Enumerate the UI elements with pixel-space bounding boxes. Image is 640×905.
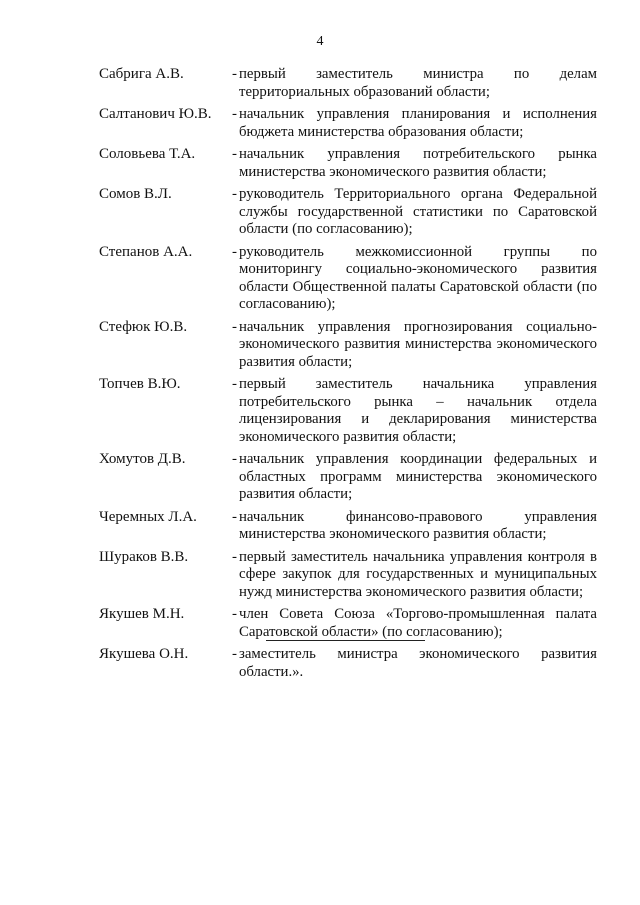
- member-dash: -: [232, 606, 237, 622]
- member-role: начальник управления координации федеральных и областных программ министерства экономического развития области;: [239, 451, 597, 502]
- member-name: Хомутов Д.В.: [99, 451, 186, 467]
- member-row: [99, 646, 597, 681]
- member-name: Степанов А.А.: [99, 243, 193, 260]
- member-name: Салтанович Ю.В.: [99, 106, 212, 122]
- member-dash: -: [232, 146, 237, 162]
- member-dash: -: [232, 66, 237, 82]
- member-row: [99, 451, 597, 504]
- member-row: [99, 509, 597, 544]
- member-dash: -: [232, 318, 237, 335]
- member-dash: -: [232, 508, 237, 525]
- member-row: [99, 186, 597, 239]
- member-name: Якушева О.Н.: [99, 646, 189, 662]
- member-role: член Совета Союза «Торгово-промышленная палата Саратовской области» (по согласованию);: [239, 606, 597, 640]
- member-name: Якушев М.Н.: [99, 606, 185, 622]
- member-name: Топчев В.Ю.: [99, 376, 181, 392]
- member-role: первый заместитель начальника управления контроля в сфере закупок для государственных и муниципальных нужд министерства экономического развития области;: [239, 548, 597, 600]
- member-dash: -: [232, 548, 237, 565]
- member-row: [99, 106, 597, 141]
- member-list: [99, 66, 597, 686]
- member-row: [99, 376, 597, 446]
- member-name: Стефюк Ю.В.: [99, 318, 188, 335]
- closing-rule: [266, 640, 425, 641]
- member-dash: -: [232, 243, 237, 260]
- member-role: начальник управления планирования и исполнения бюджета министерства образования области;: [239, 106, 597, 140]
- member-name: Соловьева Т.А.: [99, 146, 196, 162]
- member-name: Сабрига А.В.: [99, 66, 184, 82]
- member-name: Черемных Л.А.: [99, 508, 197, 525]
- member-row: [99, 244, 597, 314]
- member-role: заместитель министра экономического развития области.».: [239, 646, 597, 680]
- member-role: руководитель межкомиссионной группы по мониторингу социально-экономического развития области Общественной палаты Саратовской области (по согласованию);: [239, 243, 597, 312]
- member-dash: -: [232, 451, 237, 467]
- member-role: начальник управления потребительского рынка министерства экономического развития области;: [239, 146, 597, 180]
- member-row: [99, 66, 597, 101]
- member-name: Шураков В.В.: [99, 548, 189, 565]
- member-dash: -: [232, 646, 237, 662]
- member-row: [99, 146, 597, 181]
- member-row: [99, 319, 597, 372]
- member-dash: -: [232, 186, 237, 202]
- member-row: [99, 549, 597, 602]
- member-role: начальник финансово-правового управления министерства экономического развития области;: [239, 508, 597, 542]
- member-dash: -: [232, 376, 237, 392]
- member-role: первый заместитель начальника управления потребительского рынка – начальник отдела лицензирования и декларирования министерства экономического развития области;: [239, 376, 597, 445]
- member-dash: -: [232, 106, 237, 122]
- member-role: начальник управления прогнозирования социально-экономического развития министерства экономического развития области;: [239, 318, 597, 370]
- page-number: 4: [316, 34, 324, 49]
- member-role: руководитель Территориального органа Федеральной службы государственной статистики по Саратовской области (по согласованию);: [239, 186, 597, 237]
- member-name: Сомов В.Л.: [99, 186, 172, 202]
- member-row: [99, 606, 597, 641]
- member-role: первый заместитель министра по делам территориальных образований области;: [239, 66, 597, 100]
